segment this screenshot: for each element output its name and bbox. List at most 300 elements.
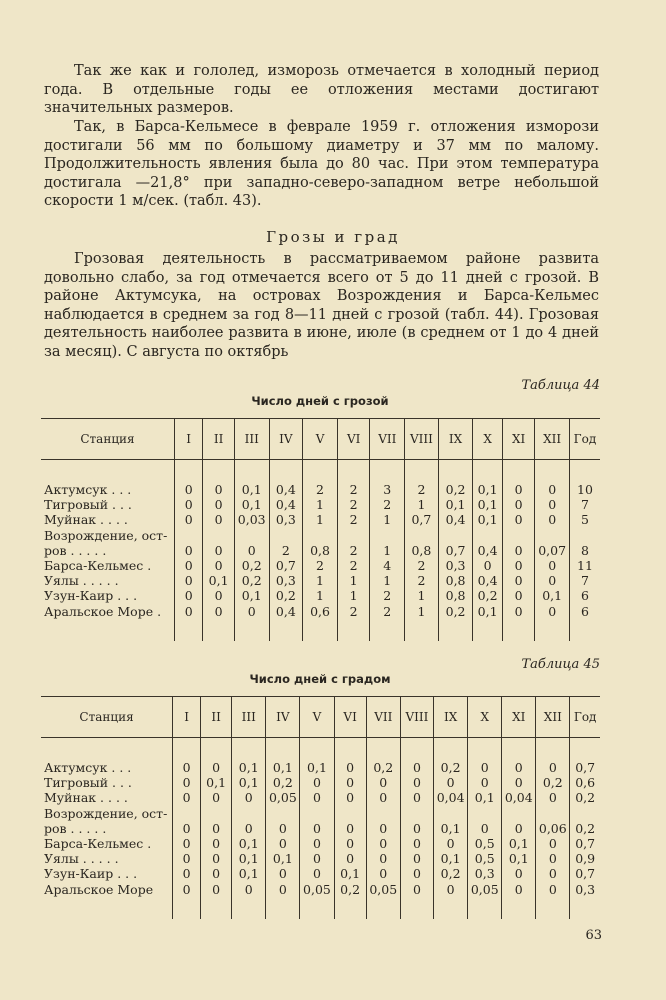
value-cell: 0 [300,790,334,805]
value-cell: 0 [232,790,266,805]
value-cell [337,528,370,543]
value-cell: 0,7 [570,866,600,881]
value-cell [266,806,300,821]
value-cell: 0,2 [570,821,600,836]
value-cell: 0,3 [468,866,502,881]
value-cell: 2 [370,497,405,512]
table-row [41,836,600,851]
value-cell: 0 [174,543,202,558]
value-cell: 0 [536,882,570,897]
station-name-cell: Уялы . . . . . [44,851,119,867]
value-cell: 0,4 [473,573,502,588]
station-name-cell: Уялы . . . . . [44,573,119,589]
value-cell: 0,3 [570,882,600,897]
value-cell: 0 [174,482,202,497]
value-cell: 0 [203,482,235,497]
table-44 [41,418,600,641]
value-cell: 0,4 [269,482,303,497]
value-cell: 0,3 [438,558,473,573]
value-cell: 0 [203,497,235,512]
value-cell [300,806,334,821]
station-name-cell: Барса-Кельмес . [44,558,152,574]
station-name-cell: Муйнак . . . . [44,790,128,806]
value-cell: 0,7 [438,543,473,558]
value-cell: 0,7 [269,558,303,573]
table-row [41,775,600,790]
value-cell: 0,1 [434,821,468,836]
column-header-month-3: III [232,697,266,738]
value-cell: 0 [366,775,400,790]
value-cell [535,528,570,543]
value-cell: 0,1 [434,851,468,866]
value-cell: 0 [536,790,570,805]
value-cell: 0 [201,866,232,881]
column-header-month-12: XII [535,419,570,460]
value-cell: 0,07 [535,543,570,558]
table-header-row [41,419,600,460]
paragraph-barsa-kelmes: Так, в Барса-Кельмесе в феврале 1959 г. отложения изморози достигали 56 мм по большому диаметру и 37 мм по малому. Продолжительность явления была до 80 час. При этом температура достигала —21,8° при западно-северо-западном ветре небольшой скорости 1 м/сек. (табл. 43). [44,119,599,209]
value-cell: 0 [201,836,232,851]
value-cell: 0 [174,558,202,573]
value-cell [366,806,400,821]
value-cell: 2 [303,482,338,497]
column-header-month-8: VIII [405,419,439,460]
value-cell: 0,1 [502,836,536,851]
station-name-cell: Актумсук . . . [44,760,132,775]
value-cell: 0 [366,866,400,881]
value-cell: 0 [300,821,334,836]
value-cell: 0 [468,760,502,775]
value-cell: 0,05 [366,882,400,897]
page-number: 63 [585,928,602,943]
value-cell [502,806,536,821]
value-cell: 0,1 [473,497,502,512]
value-cell: 0,4 [473,543,502,558]
table-row [41,806,600,821]
value-cell: 0 [535,604,570,619]
value-cell: 2 [337,482,370,497]
table-45-title: Число дней с градом [249,672,391,686]
table-header-row [41,697,600,738]
value-cell: 0 [400,760,433,775]
value-cell: 0 [232,821,266,836]
value-cell: 2 [303,558,338,573]
value-cell: 0 [536,851,570,866]
column-header-month-10: X [468,697,502,738]
value-cell: 0 [334,790,366,805]
value-cell: 7 [569,573,600,588]
value-cell: 0,7 [570,760,600,775]
value-cell: 1 [303,497,338,512]
value-cell: 0 [502,821,536,836]
table-row [41,588,600,603]
value-cell [334,806,366,821]
value-cell: 0 [366,821,400,836]
station-name-cell: Возрождение, ост- [44,805,168,821]
station-name-cell: Тигровый . . . [44,497,132,513]
value-cell [370,528,405,543]
station-name-cell: Муйнак . . . . [44,512,128,528]
value-cell: 0,2 [570,790,600,805]
column-header-month-5: V [300,697,334,738]
section-title: Грозы и град [266,228,400,246]
station-name-cell: Узун-Каир . . . [44,588,138,604]
value-cell: 0 [203,558,235,573]
value-cell: 6 [569,604,600,619]
value-cell: 1 [337,573,370,588]
value-cell: 2 [269,543,303,558]
value-cell: 0 [201,790,232,805]
value-cell: 0 [173,760,201,775]
value-cell: 0,2 [434,760,468,775]
value-cell: 0,05 [300,882,334,897]
value-cell: 0 [502,760,536,775]
value-cell: 0 [201,851,232,866]
column-header-month-4: IV [269,419,303,460]
value-cell: 8 [569,543,600,558]
column-header-month-6: VI [334,697,366,738]
table-row [41,790,600,805]
value-cell: 1 [337,588,370,603]
value-cell: 0 [535,512,570,527]
value-cell: 0 [173,775,201,790]
value-cell [405,528,439,543]
column-header-month-6: VI [337,419,370,460]
value-cell: 0,8 [438,588,473,603]
value-cell: 0,1 [535,588,570,603]
value-cell [400,806,433,821]
value-cell: 0,04 [502,790,536,805]
value-cell: 0,1 [473,512,502,527]
value-cell: 0 [266,882,300,897]
value-cell: 0 [468,775,502,790]
value-cell: 0,2 [438,604,473,619]
value-cell: 0,1 [234,482,269,497]
table-row [41,821,600,836]
value-cell: 2 [405,482,439,497]
value-cell: 1 [405,604,439,619]
value-cell: 11 [569,558,600,573]
station-name-cell: Барса-Кельмес . [44,836,152,852]
value-cell: 0,4 [269,497,303,512]
value-cell: 0 [203,512,235,527]
station-name-cell: ров . . . . . [44,542,107,558]
value-cell: 0 [502,882,536,897]
station-name-cell: Тигровый . . . [44,775,132,791]
value-cell: 0,1 [266,851,300,866]
column-header-month-4: IV [266,697,300,738]
table-44-caption: Таблица 44 [521,378,600,393]
table-row [41,866,600,881]
value-cell: 2 [405,558,439,573]
value-cell: 1 [303,588,338,603]
value-cell: 0 [201,882,232,897]
column-header-year: Год [570,697,600,738]
value-cell: 0 [300,775,334,790]
value-cell [201,806,232,821]
table-row [41,558,600,573]
value-cell: 0,5 [468,851,502,866]
value-cell: 0 [434,775,468,790]
value-cell: 0,1 [201,775,232,790]
value-cell: 0 [334,821,366,836]
value-cell: 6 [569,588,600,603]
value-cell: 2 [405,573,439,588]
value-cell: 0,1 [232,760,266,775]
column-header-month-3: III [234,419,269,460]
value-cell: 1 [303,512,338,527]
value-cell: 0 [234,604,269,619]
value-cell: 0,7 [405,512,439,527]
value-cell: 0 [266,866,300,881]
station-name-cell: ров . . . . . [44,820,107,836]
station-name-cell: Аральское Море . [44,603,162,619]
value-cell: 0 [174,512,202,527]
value-cell: 4 [370,558,405,573]
value-cell: 0,1 [300,760,334,775]
value-cell: 0,05 [468,882,502,897]
value-cell: 0 [502,775,536,790]
column-header-month-9: IX [434,697,468,738]
value-cell: 0 [400,821,433,836]
column-header-month-2: II [203,419,235,460]
value-cell: 2 [370,604,405,619]
value-cell: 0 [300,866,334,881]
value-cell: 0,5 [468,836,502,851]
value-cell: 0 [536,836,570,851]
table-row [41,512,600,527]
table-44-title: Число дней с грозой [251,394,389,408]
value-cell: 0 [300,851,334,866]
value-cell: 0,2 [536,775,570,790]
column-header-month-9: IX [438,419,473,460]
value-cell: 0 [502,558,535,573]
value-cell: 0,4 [269,604,303,619]
value-cell: 0,1 [203,573,235,588]
value-cell: 0,2 [473,588,502,603]
value-cell: 0 [468,821,502,836]
value-cell: 0 [502,482,535,497]
table-row [41,604,600,619]
value-cell: 0 [173,882,201,897]
value-cell: 0 [173,866,201,881]
value-cell: 0 [203,604,235,619]
value-cell: 0,04 [434,790,468,805]
station-name-cell: Возрождение, ост- [44,527,168,543]
value-cell: 0 [535,558,570,573]
value-cell: 0 [502,604,535,619]
value-cell: 0,1 [234,497,269,512]
value-cell: 1 [405,497,439,512]
value-cell: 0 [201,821,232,836]
value-cell: 0 [334,760,366,775]
value-cell: 0,1 [468,790,502,805]
value-cell [468,806,502,821]
value-cell: 0,3 [269,512,303,527]
value-cell: 0 [173,821,201,836]
value-cell: 2 [370,588,405,603]
column-header-month-2: II [201,697,232,738]
value-cell: 0 [535,573,570,588]
table-row [41,760,600,775]
value-cell: 0 [300,836,334,851]
column-header-month-10: X [473,419,502,460]
value-cell: 2 [337,497,370,512]
value-cell [234,528,269,543]
value-cell: 0,06 [536,821,570,836]
value-cell: 0 [232,882,266,897]
value-cell: 0 [366,851,400,866]
value-cell: 0 [502,573,535,588]
value-cell: 0,3 [269,573,303,588]
value-cell: 0 [174,588,202,603]
station-name-cell: Аральское Море [44,881,154,897]
value-cell: 0,2 [234,573,269,588]
station-name-cell: Актумсук . . . [44,482,132,497]
value-cell: 0,1 [266,760,300,775]
column-header-month-1: I [173,697,201,738]
column-header-month-12: XII [536,697,570,738]
value-cell: 0,1 [232,836,266,851]
value-cell [203,528,235,543]
column-header-month-7: VII [366,697,400,738]
value-cell: 0 [201,760,232,775]
value-cell [232,806,266,821]
value-cell: 2 [337,543,370,558]
value-cell: 0 [174,573,202,588]
value-cell: 0,2 [438,482,473,497]
value-cell: 0,03 [234,512,269,527]
value-cell: 0,2 [334,882,366,897]
value-cell: 0 [334,775,366,790]
value-cell: 0 [400,851,433,866]
column-header-month-7: VII [370,419,405,460]
table-row [41,851,600,866]
value-cell: 0 [266,821,300,836]
value-cell: 0,2 [266,775,300,790]
value-cell: 0 [400,836,433,851]
value-cell: 1 [405,588,439,603]
value-cell: 0 [203,588,235,603]
value-cell: 0 [334,836,366,851]
value-cell: 0 [400,790,433,805]
column-header-station: Станция [41,697,173,738]
value-cell: 0 [266,836,300,851]
value-cell: 0,6 [570,775,600,790]
value-cell: 0 [502,543,535,558]
value-cell: 0 [502,866,536,881]
value-cell [569,528,600,543]
value-cell: 1 [370,573,405,588]
value-cell [174,528,202,543]
value-cell: 0,1 [473,482,502,497]
paragraph-thunderstorms: Грозовая деятельность в рассматриваемом районе развита довольно слабо, за год отмечается всего от 5 до 11 дней с грозой. В районе Актумсука, на островах Возрождения и Барса-Кельмес наблюдается в среднем за год 8—11 дней с грозой (табл. 44). Грозовая деятельность наиболее развита в июне, июле (в среднем от 1 до 4 дней за месяц). С августа по октябрь [44,251,599,360]
value-cell: 0 [400,882,433,897]
value-cell: 0,7 [570,836,600,851]
value-cell [473,528,502,543]
value-cell: 0 [535,482,570,497]
value-cell: 0 [174,604,202,619]
table-row [41,882,600,897]
value-cell: 0,1 [232,851,266,866]
column-header-month-11: XI [502,697,536,738]
value-cell: 0 [536,866,570,881]
value-cell: 0,2 [434,866,468,881]
table-row [41,482,600,497]
value-cell: 0 [400,775,433,790]
value-cell: 0,1 [334,866,366,881]
column-header-station: Станция [41,419,174,460]
value-cell: 1 [303,573,338,588]
value-cell: 2 [337,512,370,527]
table-row [41,497,600,512]
value-cell: 0,6 [303,604,338,619]
value-cell: 0 [400,866,433,881]
value-cell: 0,8 [438,573,473,588]
value-cell: 3 [370,482,405,497]
value-cell: 10 [569,482,600,497]
value-cell: 0 [434,836,468,851]
value-cell [536,806,570,821]
value-cell [438,528,473,543]
value-cell: 0,05 [266,790,300,805]
value-cell: 0,1 [234,588,269,603]
value-cell: 1 [370,543,405,558]
value-cell: 7 [569,497,600,512]
value-cell: 0 [334,851,366,866]
value-cell: 2 [337,558,370,573]
value-cell: 0,8 [405,543,439,558]
value-cell: 0 [173,851,201,866]
value-cell: 0,9 [570,851,600,866]
value-cell: 0 [173,790,201,805]
value-cell: 0 [535,497,570,512]
table-row [41,528,600,543]
column-header-month-1: I [174,419,202,460]
table-45 [41,696,600,919]
value-cell: 1 [370,512,405,527]
value-cell [502,528,535,543]
value-cell: 0,1 [232,775,266,790]
value-cell: 0 [174,497,202,512]
value-cell: 0,2 [366,760,400,775]
column-header-month-11: XI [502,419,535,460]
value-cell: 0 [502,588,535,603]
table-row [41,573,600,588]
value-cell: 0,1 [473,604,502,619]
value-cell: 0 [173,836,201,851]
station-name-cell: Узун-Каир . . . [44,866,138,882]
value-cell: 0,1 [232,866,266,881]
value-cell: 0 [502,512,535,527]
value-cell: 0 [366,790,400,805]
table-45-caption: Таблица 45 [521,657,600,672]
paragraph-rime: Так же как и гололед, изморозь отмечается в холодный период года. В отдельные годы ее отложения местами достигают значительных размеров. [44,63,599,116]
value-cell: 2 [337,604,370,619]
value-cell: 0 [473,558,502,573]
value-cell [173,806,201,821]
value-cell: 0 [366,836,400,851]
column-header-month-5: V [303,419,338,460]
value-cell [303,528,338,543]
value-cell: 0,8 [303,543,338,558]
value-cell: 0 [434,882,468,897]
value-cell [269,528,303,543]
column-header-month-8: VIII [400,697,433,738]
value-cell: 0 [536,760,570,775]
value-cell: 0 [234,543,269,558]
value-cell: 0,1 [502,851,536,866]
